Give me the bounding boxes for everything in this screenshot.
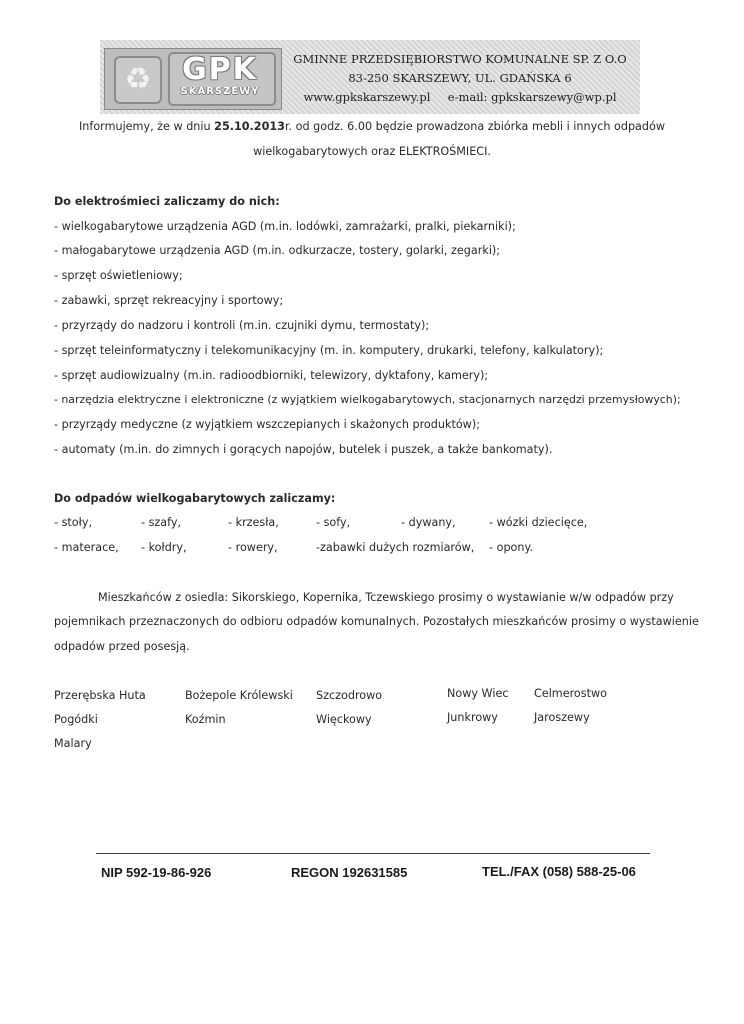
company-contact [290,90,630,104]
footer-nip: NIP 592-19-86-926 [101,865,212,880]
bulky-item: - opony. [489,541,534,554]
intro-line-2: wielkogabarytowych oraz ELEKTROŚMIECI. [253,145,491,158]
electro-item: - przyrządy do nadzoru i kontroli (m.in. czujniki dymu, termostaty); [54,319,430,332]
village-name: Więckowy [316,713,372,726]
company-name: GMINNE PRZEDSIĘBIORSTWO KOMUNALNE SP. Z O.O [293,52,627,66]
bulky-heading: Do odpadów wielkogabarytowych zaliczamy: [54,492,336,505]
footer-divider [96,853,650,854]
electro-item: - sprzęt audiowizualny (m.in. radioodbiorniki, telewizory, dyktafony, kamery); [54,369,489,382]
notice-line-3: odpadów przed posesją. [54,640,190,653]
notice-line-1: Mieszkańców z osiedla: Sikorskiego, Kopernika, Tczewskiego prosimy o wystawianie w/w odpadów przy [98,591,674,604]
bulky-item: - kołdry, [141,541,187,554]
company-email: e-mail: gpkskarszewy@wp.pl [447,90,617,104]
logo-subtext: SKARSZEWY [180,86,260,97]
bulky-item: - wózki dziecięce, [489,516,588,529]
logo-text: GPK [182,52,258,87]
electro-item: - automaty (m.in. do zimnych i gorących napojów, butelek i puszek, a także bankomaty). [54,443,553,456]
bulky-item: - rowery, [228,541,278,554]
village-name: Szczodrowo [316,689,383,702]
electro-item: - przyrządy medyczne (z wyjątkiem wszczepianych i skażonych produktów); [54,418,480,431]
electro-item: - małogabarytowe urządzenia AGD (m.in. odkurzacze, tostery, golarki, zegarki); [54,244,501,257]
bulky-item: - materace, [54,541,119,554]
village-name: Bożepole Królewski [185,689,293,702]
electro-item: - narzędzia elektryczne i elektroniczne (z wyjątkiem wielkogabarytowych, stacjonarnych narzędzi przemysłowych); [54,393,681,406]
village-name: Przerębska Huta [54,689,146,702]
company-website: www.gpkskarszewy.pl [303,90,431,104]
bulky-item: - stoły, [54,516,93,529]
village-name: Celmerostwo [534,687,607,700]
electro-heading: Do elektrośmieci zaliczamy do nich: [54,195,280,208]
footer-tel: TEL./FAX (058) 588-25-06 [482,864,636,879]
intro-line-1 [0,120,744,133]
electro-item: - sprzęt oświetleniowy; [54,269,183,282]
intro-text: Informujemy, że w dniu [79,120,215,133]
bulky-item: -zabawki dużych rozmiarów, [316,541,475,554]
electro-item: - zabawki, sprzęt rekreacyjny i sportowy; [54,294,284,307]
village-name: Jaroszewy [534,711,590,724]
intro-text-cont: r. od godz. 6.00 będzie prowadzona zbiórka mebli i innych odpadów [284,120,665,133]
collection-date: 25.10.2013 [214,120,285,133]
electro-item: - wielkogabarytowe urządzenia AGD (m.in. lodówki, zamrażarki, pralki, piekarniki); [54,220,516,233]
bulky-item: - sofy, [316,516,351,529]
electro-item: - sprzęt teleinformatyczny i telekomunikacyjny (m. in. komputery, drukarki, telefony, kalkulatory); [54,344,604,357]
village-name: Koźmin [185,713,226,726]
recycle-icon: ♻ [114,56,162,104]
bulky-item: - szafy, [141,516,182,529]
company-address: 83-250 SKARSZEWY, UL. GDAŃSKA 6 [348,71,572,85]
village-name: Pogódki [54,713,98,726]
village-name: Junkrowy [447,711,498,724]
village-name: Nowy Wiec [447,687,509,700]
notice-line-2: pojemnikach przeznaczonych do odbioru odpadów komunalnych. Pozostałych mieszkańców prosimy o wystawienie [54,615,699,628]
footer-regon: REGON 192631585 [291,865,408,880]
bulky-item: - krzesła, [228,516,279,529]
bulky-item: - dywany, [401,516,456,529]
village-name: Malary [54,737,92,750]
